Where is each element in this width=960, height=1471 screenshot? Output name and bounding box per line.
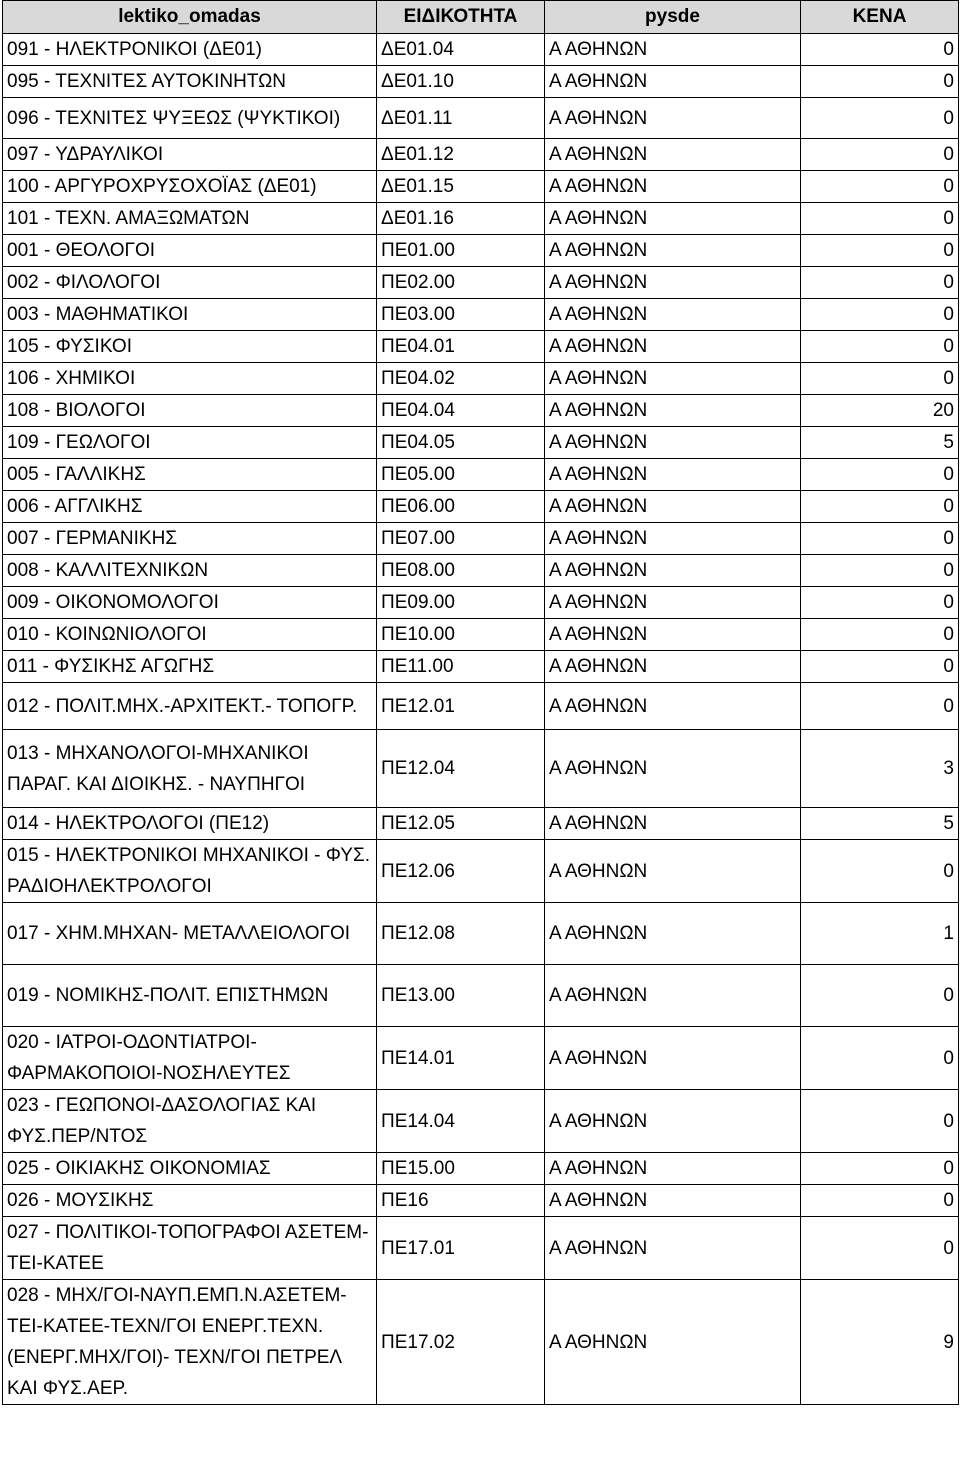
cell-specialty[interactable]: ΔΕ01.16 bbox=[377, 203, 545, 235]
cell-group-name[interactable]: 025 - ΟΙΚΙΑΚΗΣ ΟΙΚΟΝΟΜΙΑΣ bbox=[3, 1153, 377, 1185]
cell-group-name[interactable]: 091 - ΗΛΕΚΤΡΟΝΙΚΟΙ (ΔΕ01) bbox=[3, 34, 377, 66]
cell-specialty[interactable]: ΔΕ01.11 bbox=[377, 98, 545, 139]
cell-pysde[interactable]: Α ΑΘΗΝΩΝ bbox=[545, 427, 801, 459]
data-table bbox=[2, 0, 959, 1405]
cell-vacancies[interactable]: 0 bbox=[801, 840, 959, 903]
cell-vacancies[interactable]: 0 bbox=[801, 171, 959, 203]
cell-specialty[interactable]: ΠΕ08.00 bbox=[377, 555, 545, 587]
cell-group-name[interactable]: 096 - ΤΕΧΝΙΤΕΣ ΨΥΞΕΩΣ (ΨΥΚΤΙΚΟΙ) bbox=[3, 98, 377, 139]
cell-vacancies[interactable]: 5 bbox=[801, 808, 959, 840]
table-row bbox=[3, 459, 959, 491]
cell-group-name[interactable]: 100 - ΑΡΓΥΡΟΧΡΥΣΟΧΟΪΑΣ (ΔΕ01) bbox=[3, 171, 377, 203]
table-row bbox=[3, 299, 959, 331]
cell-specialty[interactable]: ΠΕ02.00 bbox=[377, 267, 545, 299]
cell-specialty[interactable]: ΠΕ17.02 bbox=[377, 1280, 545, 1405]
cell-specialty[interactable]: ΠΕ09.00 bbox=[377, 587, 545, 619]
table-row bbox=[3, 363, 959, 395]
cell-vacancies[interactable]: 0 bbox=[801, 267, 959, 299]
cell-vacancies[interactable]: 0 bbox=[801, 587, 959, 619]
cell-specialty[interactable]: ΠΕ04.04 bbox=[377, 395, 545, 427]
cell-pysde[interactable]: Α ΑΘΗΝΩΝ bbox=[545, 730, 801, 808]
cell-vacancies[interactable]: 0 bbox=[801, 363, 959, 395]
cell-pysde[interactable]: Α ΑΘΗΝΩΝ bbox=[545, 491, 801, 523]
table-row bbox=[3, 331, 959, 363]
header-kena[interactable]: ΚΕΝΑ bbox=[801, 1, 959, 34]
table-row bbox=[3, 555, 959, 587]
cell-specialty[interactable]: ΠΕ12.06 bbox=[377, 840, 545, 903]
cell-vacancies[interactable]: 0 bbox=[801, 683, 959, 730]
cell-vacancies[interactable]: 0 bbox=[801, 331, 959, 363]
cell-group-name[interactable]: 003 - ΜΑΘΗΜΑΤΙΚΟΙ bbox=[3, 299, 377, 331]
cell-pysde[interactable]: Α ΑΘΗΝΩΝ bbox=[545, 523, 801, 555]
cell-group-name[interactable]: 095 - ΤΕΧΝΙΤΕΣ ΑΥΤΟΚΙΝΗΤΩΝ bbox=[3, 66, 377, 98]
table-row bbox=[3, 651, 959, 683]
cell-pysde[interactable]: Α ΑΘΗΝΩΝ bbox=[545, 1153, 801, 1185]
cell-pysde[interactable]: Α ΑΘΗΝΩΝ bbox=[545, 587, 801, 619]
cell-vacancies[interactable]: 0 bbox=[801, 491, 959, 523]
table-row bbox=[3, 427, 959, 459]
cell-pysde[interactable]: Α ΑΘΗΝΩΝ bbox=[545, 1027, 801, 1090]
cell-vacancies[interactable]: 0 bbox=[801, 651, 959, 683]
table-row bbox=[3, 171, 959, 203]
header-row bbox=[3, 1, 959, 34]
cell-vacancies[interactable]: 5 bbox=[801, 427, 959, 459]
header-pysde[interactable]: pysde bbox=[545, 1, 801, 34]
cell-group-name[interactable]: 097 - ΥΔΡΑΥΛΙΚΟΙ bbox=[3, 139, 377, 171]
cell-group-name[interactable]: 008 - ΚΑΛΛΙΤΕΧΝΙΚΩΝ bbox=[3, 555, 377, 587]
table-row bbox=[3, 66, 959, 98]
cell-specialty[interactable]: ΠΕ14.04 bbox=[377, 1090, 545, 1153]
cell-vacancies[interactable]: 0 bbox=[801, 1185, 959, 1217]
cell-vacancies[interactable]: 0 bbox=[801, 619, 959, 651]
cell-vacancies[interactable]: 0 bbox=[801, 1217, 959, 1280]
cell-group-name[interactable]: 101 - ΤΕΧΝ. ΑΜΑΞΩΜΑΤΩΝ bbox=[3, 203, 377, 235]
cell-pysde[interactable]: Α ΑΘΗΝΩΝ bbox=[545, 555, 801, 587]
cell-group-name[interactable]: 027 - ΠΟΛΙΤΙΚΟΙ-ΤΟΠΟΓΡΑΦΟΙ ΑΣΕΤΕΜ-ΤΕΙ-ΚΑΤΕΕ bbox=[3, 1217, 377, 1280]
cell-pysde[interactable]: Α ΑΘΗΝΩΝ bbox=[545, 34, 801, 66]
cell-specialty[interactable]: ΠΕ13.00 bbox=[377, 965, 545, 1027]
table-body bbox=[3, 34, 959, 1405]
table-row bbox=[3, 730, 959, 808]
cell-specialty[interactable]: ΔΕ01.15 bbox=[377, 171, 545, 203]
table-row bbox=[3, 903, 959, 965]
table-row bbox=[3, 1027, 959, 1090]
cell-specialty[interactable]: ΠΕ04.05 bbox=[377, 427, 545, 459]
cell-pysde[interactable]: Α ΑΘΗΝΩΝ bbox=[545, 1217, 801, 1280]
table-row bbox=[3, 587, 959, 619]
table-row bbox=[3, 139, 959, 171]
cell-group-name[interactable]: 014 - ΗΛΕΚΤΡΟΛΟΓΟΙ (ΠΕ12) bbox=[3, 808, 377, 840]
cell-pysde[interactable]: Α ΑΘΗΝΩΝ bbox=[545, 98, 801, 139]
cell-vacancies[interactable]: 0 bbox=[801, 1153, 959, 1185]
cell-vacancies[interactable]: 1 bbox=[801, 903, 959, 965]
cell-specialty[interactable]: ΠΕ11.00 bbox=[377, 651, 545, 683]
cell-vacancies[interactable]: 0 bbox=[801, 235, 959, 267]
table-header bbox=[3, 1, 959, 34]
table-row bbox=[3, 1185, 959, 1217]
table-row bbox=[3, 808, 959, 840]
cell-group-name[interactable]: 026 - ΜΟΥΣΙΚΗΣ bbox=[3, 1185, 377, 1217]
table-row bbox=[3, 203, 959, 235]
cell-specialty[interactable]: ΠΕ12.08 bbox=[377, 903, 545, 965]
cell-pysde[interactable]: Α ΑΘΗΝΩΝ bbox=[545, 1280, 801, 1405]
cell-group-name[interactable]: 006 - ΑΓΓΛΙΚΗΣ bbox=[3, 491, 377, 523]
cell-specialty[interactable]: ΠΕ12.04 bbox=[377, 730, 545, 808]
cell-pysde[interactable]: Α ΑΘΗΝΩΝ bbox=[545, 808, 801, 840]
cell-specialty[interactable]: ΠΕ03.00 bbox=[377, 299, 545, 331]
cell-specialty[interactable]: ΠΕ04.01 bbox=[377, 331, 545, 363]
table-row bbox=[3, 1217, 959, 1280]
cell-pysde[interactable]: Α ΑΘΗΝΩΝ bbox=[545, 840, 801, 903]
cell-group-name[interactable]: 106 - ΧΗΜΙΚΟΙ bbox=[3, 363, 377, 395]
cell-specialty[interactable]: ΠΕ12.05 bbox=[377, 808, 545, 840]
cell-pysde[interactable]: Α ΑΘΗΝΩΝ bbox=[545, 459, 801, 491]
cell-specialty[interactable]: ΠΕ15.00 bbox=[377, 1153, 545, 1185]
table-row bbox=[3, 619, 959, 651]
table-row bbox=[3, 491, 959, 523]
cell-pysde[interactable]: Α ΑΘΗΝΩΝ bbox=[545, 903, 801, 965]
header-lektiko-omadas[interactable]: lektiko_omadas bbox=[3, 1, 377, 34]
cell-pysde[interactable]: Α ΑΘΗΝΩΝ bbox=[545, 299, 801, 331]
table-row bbox=[3, 683, 959, 730]
cell-specialty[interactable]: ΠΕ14.01 bbox=[377, 1027, 545, 1090]
cell-pysde[interactable]: Α ΑΘΗΝΩΝ bbox=[545, 651, 801, 683]
cell-specialty[interactable]: ΔΕ01.10 bbox=[377, 66, 545, 98]
cell-pysde[interactable]: Α ΑΘΗΝΩΝ bbox=[545, 171, 801, 203]
cell-specialty[interactable]: ΠΕ16 bbox=[377, 1185, 545, 1217]
table-row bbox=[3, 1280, 959, 1405]
cell-pysde[interactable]: Α ΑΘΗΝΩΝ bbox=[545, 235, 801, 267]
cell-specialty[interactable]: ΠΕ10.00 bbox=[377, 619, 545, 651]
cell-vacancies[interactable]: 0 bbox=[801, 98, 959, 139]
cell-specialty[interactable]: ΠΕ17.01 bbox=[377, 1217, 545, 1280]
cell-pysde[interactable]: Α ΑΘΗΝΩΝ bbox=[545, 1185, 801, 1217]
cell-group-name[interactable]: 012 - ΠΟΛΙΤ.ΜΗΧ.-ΑΡΧΙΤΕΚΤ.- ΤΟΠΟΓΡ. bbox=[3, 683, 377, 730]
cell-group-name[interactable]: 009 - ΟΙΚΟΝΟΜΟΛΟΓΟΙ bbox=[3, 587, 377, 619]
cell-group-name[interactable]: 108 - ΒΙΟΛΟΓΟΙ bbox=[3, 395, 377, 427]
cell-vacancies[interactable]: 0 bbox=[801, 1090, 959, 1153]
cell-specialty[interactable]: ΔΕ01.04 bbox=[377, 34, 545, 66]
cell-vacancies[interactable]: 0 bbox=[801, 139, 959, 171]
cell-group-name[interactable]: 010 - ΚΟΙΝΩΝΙΟΛΟΓΟΙ bbox=[3, 619, 377, 651]
cell-specialty[interactable]: ΠΕ04.02 bbox=[377, 363, 545, 395]
cell-group-name[interactable]: 028 - ΜΗΧ/ΓΟΙ-ΝΑΥΠ.ΕΜΠ.Ν.ΑΣΕΤΕΜ- ΤΕΙ-ΚΑΤΕΕ-ΤΕΧΝ/ΓΟΙ ΕΝΕΡΓ.ΤΕΧΝ.(ΕΝΕΡΓ.ΜΗΧ/ΓΟΙ)- ΤΕΧΝ/ΓΟΙ ΠΕΤΡΕΛ ΚΑΙ ΦΥΣ.ΑΕΡ. bbox=[3, 1280, 377, 1405]
cell-specialty[interactable]: ΔΕ01.12 bbox=[377, 139, 545, 171]
cell-group-name[interactable]: 013 - ΜΗΧΑΝΟΛΟΓΟΙ-ΜΗΧΑΝΙΚΟΙ ΠΑΡΑΓ. ΚΑΙ ΔΙΟΙΚΗΣ. - ΝΑΥΠΗΓΟΙ bbox=[3, 730, 377, 808]
cell-group-name[interactable]: 011 - ΦΥΣΙΚΗΣ ΑΓΩΓΗΣ bbox=[3, 651, 377, 683]
table-row bbox=[3, 34, 959, 66]
cell-specialty[interactable]: ΠΕ05.00 bbox=[377, 459, 545, 491]
cell-pysde[interactable]: Α ΑΘΗΝΩΝ bbox=[545, 331, 801, 363]
table-row bbox=[3, 98, 959, 139]
cell-group-name[interactable]: 019 - ΝΟΜΙΚΗΣ-ΠΟΛΙΤ. ΕΠΙΣΤΗΜΩΝ bbox=[3, 965, 377, 1027]
table-row bbox=[3, 235, 959, 267]
cell-pysde[interactable]: Α ΑΘΗΝΩΝ bbox=[545, 66, 801, 98]
cell-group-name[interactable]: 015 - ΗΛΕΚΤΡΟΝΙΚΟΙ ΜΗΧΑΝΙΚΟΙ - ΦΥΣ. ΡΑΔΙΟΗΛΕΚΤΡΟΛΟΓΟΙ bbox=[3, 840, 377, 903]
cell-group-name[interactable]: 105 - ΦΥΣΙΚΟΙ bbox=[3, 331, 377, 363]
cell-group-name[interactable]: 020 - ΙΑΤΡΟΙ-ΟΔΟΝΤΙΑΤΡΟΙ- ΦΑΡΜΑΚΟΠΟΙΟΙ-ΝΟΣΗΛΕΥΤΕΣ bbox=[3, 1027, 377, 1090]
cell-group-name[interactable]: 002 - ΦΙΛΟΛΟΓΟΙ bbox=[3, 267, 377, 299]
table-row bbox=[3, 523, 959, 555]
header-eidikotita[interactable]: ΕΙΔΙΚΟΤΗΤΑ bbox=[377, 1, 545, 34]
cell-vacancies[interactable]: 0 bbox=[801, 66, 959, 98]
cell-pysde[interactable]: Α ΑΘΗΝΩΝ bbox=[545, 619, 801, 651]
cell-pysde[interactable]: Α ΑΘΗΝΩΝ bbox=[545, 683, 801, 730]
cell-vacancies[interactable]: 3 bbox=[801, 730, 959, 808]
table-row bbox=[3, 840, 959, 903]
cell-specialty[interactable]: ΠΕ01.00 bbox=[377, 235, 545, 267]
cell-pysde[interactable]: Α ΑΘΗΝΩΝ bbox=[545, 203, 801, 235]
cell-vacancies[interactable]: 0 bbox=[801, 965, 959, 1027]
cell-vacancies[interactable]: 0 bbox=[801, 523, 959, 555]
cell-group-name[interactable]: 001 - ΘΕΟΛΟΓΟΙ bbox=[3, 235, 377, 267]
cell-pysde[interactable]: Α ΑΘΗΝΩΝ bbox=[545, 267, 801, 299]
cell-group-name[interactable]: 017 - ΧΗΜ.ΜΗΧΑΝ- ΜΕΤΑΛΛΕΙΟΛΟΓΟΙ bbox=[3, 903, 377, 965]
cell-group-name[interactable]: 007 - ΓΕΡΜΑΝΙΚΗΣ bbox=[3, 523, 377, 555]
cell-specialty[interactable]: ΠΕ07.00 bbox=[377, 523, 545, 555]
table-row bbox=[3, 1090, 959, 1153]
cell-pysde[interactable]: Α ΑΘΗΝΩΝ bbox=[545, 965, 801, 1027]
cell-vacancies[interactable]: 0 bbox=[801, 203, 959, 235]
cell-vacancies[interactable]: 0 bbox=[801, 299, 959, 331]
cell-group-name[interactable]: 023 - ΓΕΩΠΟΝΟΙ-ΔΑΣΟΛΟΓΙΑΣ ΚΑΙ ΦΥΣ.ΠΕΡ/ΝΤΟΣ bbox=[3, 1090, 377, 1153]
cell-group-name[interactable]: 005 - ΓΑΛΛΙΚΗΣ bbox=[3, 459, 377, 491]
cell-pysde[interactable]: Α ΑΘΗΝΩΝ bbox=[545, 395, 801, 427]
cell-specialty[interactable]: ΠΕ06.00 bbox=[377, 491, 545, 523]
cell-pysde[interactable]: Α ΑΘΗΝΩΝ bbox=[545, 363, 801, 395]
table-row bbox=[3, 395, 959, 427]
table-row bbox=[3, 965, 959, 1027]
table-row bbox=[3, 267, 959, 299]
cell-vacancies[interactable]: 20 bbox=[801, 395, 959, 427]
cell-pysde[interactable]: Α ΑΘΗΝΩΝ bbox=[545, 1090, 801, 1153]
cell-vacancies[interactable]: 0 bbox=[801, 555, 959, 587]
cell-vacancies[interactable]: 0 bbox=[801, 34, 959, 66]
cell-pysde[interactable]: Α ΑΘΗΝΩΝ bbox=[545, 139, 801, 171]
cell-vacancies[interactable]: 9 bbox=[801, 1280, 959, 1405]
cell-vacancies[interactable]: 0 bbox=[801, 459, 959, 491]
cell-group-name[interactable]: 109 - ΓΕΩΛΟΓΟΙ bbox=[3, 427, 377, 459]
cell-vacancies[interactable]: 0 bbox=[801, 1027, 959, 1090]
cell-specialty[interactable]: ΠΕ12.01 bbox=[377, 683, 545, 730]
table-row bbox=[3, 1153, 959, 1185]
